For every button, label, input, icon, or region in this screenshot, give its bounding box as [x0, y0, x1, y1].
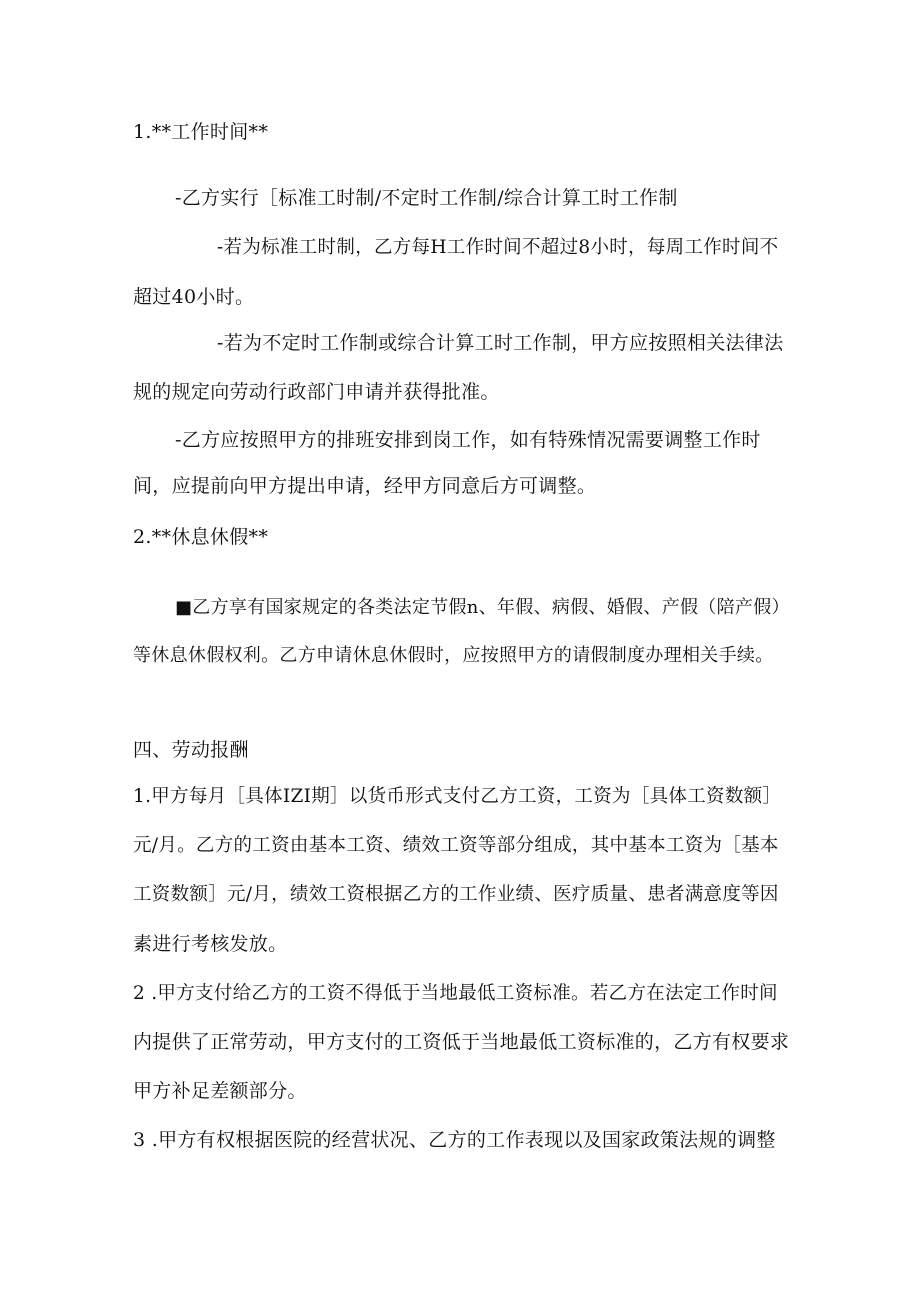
paragraph-line: 工资数额］元/月，绩效工资根据乙方的工作业绩、医疗质量、患者满意度等因 — [133, 884, 779, 905]
paragraph-line: 3 .甲方有权根据医院的经营状况、乙方的工作表现以及国家政策法规的调整 — [133, 1129, 776, 1151]
paragraph-line: ■乙方享有国家规定的各类法定节假n、年假、病假、婚假、产假（陪产假） — [175, 597, 790, 618]
heading-rest-leave: 2.**休息休假** — [133, 526, 269, 548]
paragraph-line: 间，应提前向甲方提出申请，经甲方同意后方可调整。 — [133, 475, 597, 497]
paragraph-line: -乙方应按照甲方的排班安排到岗工作，如有特殊情况需要调整工作时 — [175, 429, 761, 451]
paragraph-line: -若为不定时工作制或综合计算工时工作制，甲方应按照相关法律法 — [217, 332, 784, 354]
paragraph-line: 素进行考核发放。 — [133, 933, 288, 955]
paragraph-line: 甲方补足差额部分。 — [133, 1080, 307, 1102]
paragraph-line: 超过40小时。 — [133, 286, 255, 308]
paragraph-line: -乙方实行［标准工时制/不定时工作制/综合计算工时工作制 — [175, 187, 678, 209]
paragraph-line: 2 .甲方支付给乙方的工资不得低于当地最低工资标准。若乙方在法定工作时间 — [133, 983, 778, 1004]
section-heading-remuneration: 四、劳动报酬 — [133, 739, 249, 761]
paragraph-line: 等休息休假权利。乙方申请休息休假时，应按照甲方的请假制度办理相关手续。 — [133, 645, 774, 666]
paragraph-line: 内提供了正常劳动，甲方支付的工资低于当地最低工资标准的，乙方有权要求 — [133, 1031, 790, 1053]
heading-work-hours: 1.**工作时间** — [133, 121, 269, 143]
paragraph-line: -若为标准工时制，乙方每H工作时间不超过8小时，每周工作时间不 — [217, 237, 779, 258]
paragraph-line: 规的规定向劳动行政部门申请并获得批准。 — [133, 381, 500, 403]
paragraph-line: 1.甲方每月［具体IZI期］以货币形式支付乙方工资，工资为［具体工资数额］ — [133, 786, 782, 807]
paragraph-line: 元/月。乙方的工资由基本工资、绩效工资等部分组成，其中基本工资为［基本 — [133, 835, 779, 856]
